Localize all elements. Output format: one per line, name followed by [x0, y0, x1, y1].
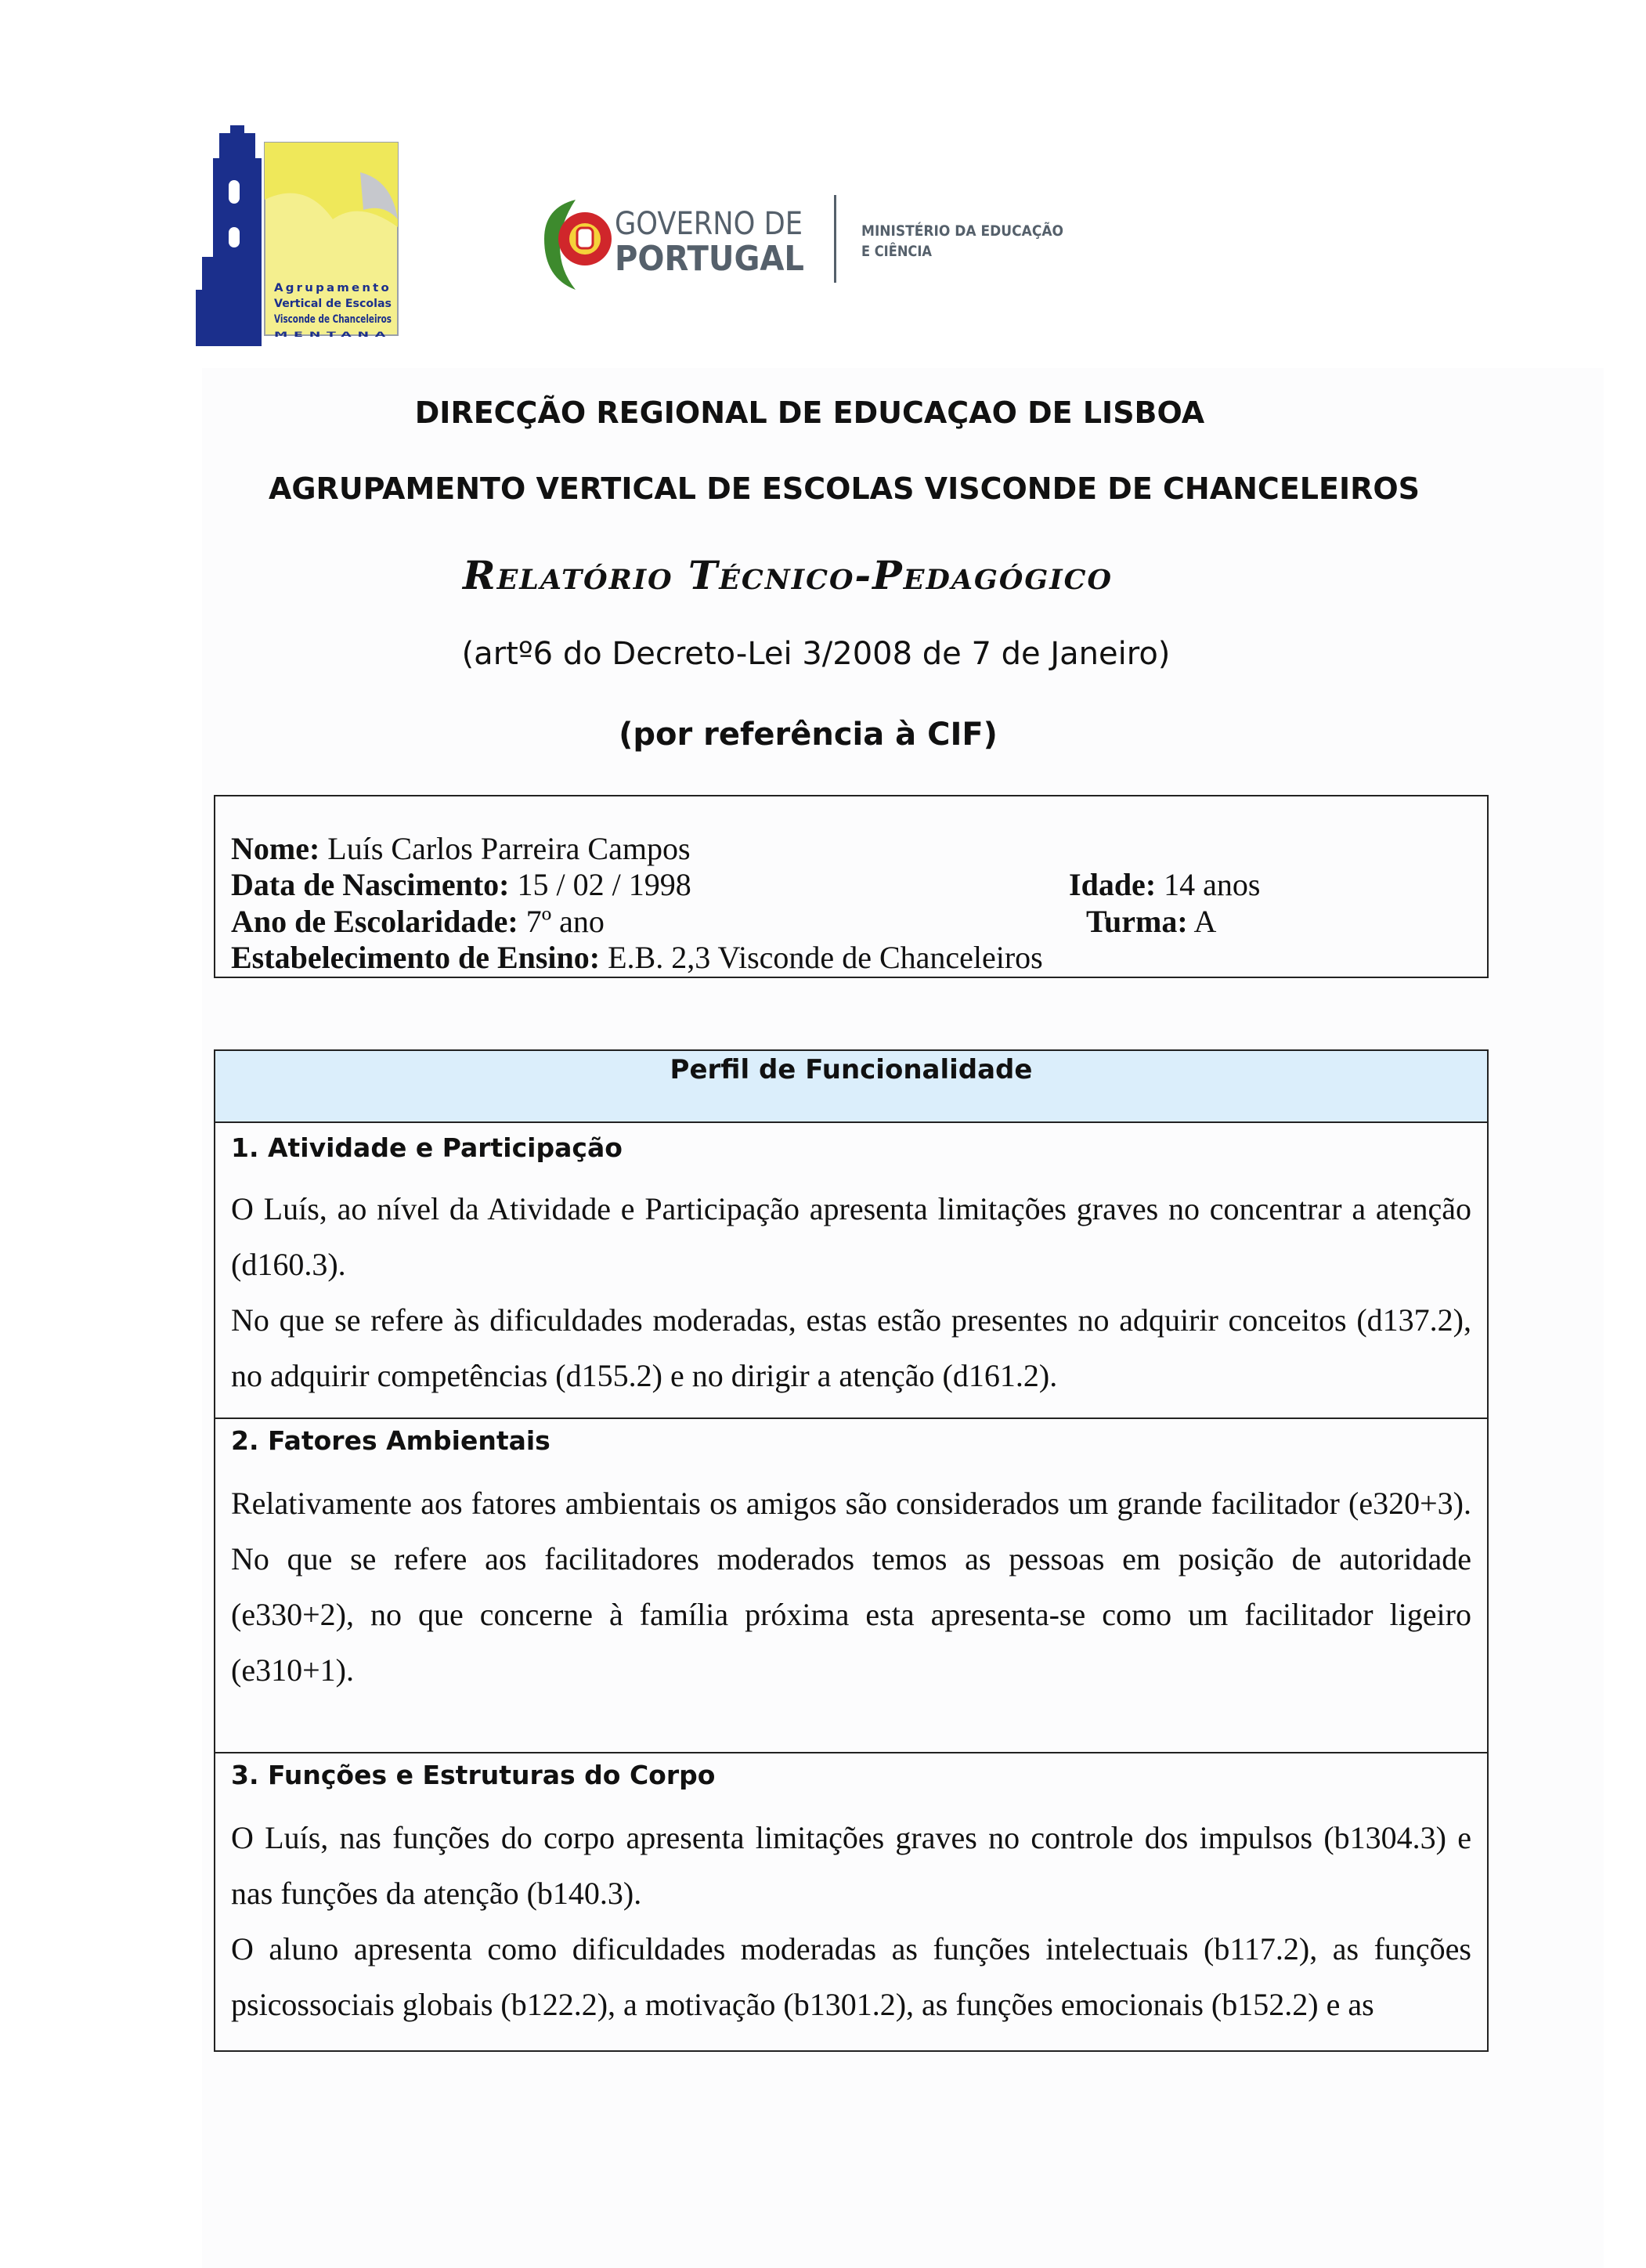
birth-date-value: 15 / 02 / 1998 — [517, 867, 691, 902]
student-info-box — [214, 795, 1489, 978]
gov-logo-line-2: PORTUGAL — [615, 239, 804, 279]
ministry-line-1: MINISTÉRIO DA EDUCAÇÃO — [861, 222, 1087, 240]
school-group-heading: AGRUPAMENTO VERTICAL DE ESCOLAS VISCONDE DE CHANCELEIROS — [268, 471, 1420, 506]
section-title: 2. Fatores Ambientais — [231, 1425, 550, 1456]
school-value: E.B. 2,3 Visconde de Chanceleiros — [608, 940, 1043, 975]
class-line — [1086, 904, 1216, 940]
school-line — [231, 940, 1043, 976]
section-paragraph: Relativamente aos fatores ambientais os amigos são considerados um grande facilitador (e320+3). No que se refere aos facilitadores moderados temos as pessoas em posição de autoridade (e330+2), no que concerne à família próxima esta apresenta-se como um facilitador ligeiro (e310+1). — [231, 1486, 1471, 1688]
class-label: Turma: — [1086, 904, 1188, 939]
section-paragraph: O Luís, ao nível da Atividade e Participação apresenta limitações graves no concentrar a atenção (d160.3). — [231, 1191, 1471, 1282]
school-logo-line-3: Visconde de Chanceleiros — [274, 313, 392, 326]
age-label: Idade: — [1069, 867, 1157, 902]
cif-reference: (por referência à CIF) — [619, 717, 998, 753]
government-logo — [536, 192, 1087, 294]
regional-directorate-heading: DIRECÇÃO REGIONAL DE EDUCAÇAO DE LISBOA — [414, 395, 1205, 430]
school-year-value: 7º ano — [525, 904, 605, 939]
birth-date-line — [231, 867, 691, 903]
section-environmental-factors — [215, 1419, 1487, 1753]
section-body — [231, 1810, 1471, 2032]
school-year-label: Ano de Escolaridade: — [231, 904, 518, 939]
age-value: 14 anos — [1164, 867, 1261, 902]
school-year-line — [231, 904, 605, 940]
student-name-line — [231, 831, 691, 867]
section-body-functions-structures — [215, 1753, 1487, 2050]
section-activity-participation — [215, 1123, 1487, 1419]
section-title: 1. Atividade e Participação — [231, 1132, 623, 1163]
school-logo-line-4: MENTANA — [274, 331, 392, 339]
class-value: A — [1193, 904, 1217, 939]
age-line — [1069, 867, 1260, 903]
school-logo-line-1: Agrupamento — [274, 282, 392, 294]
section-body — [231, 1475, 1471, 1698]
student-name-label: Nome: — [231, 831, 320, 866]
section-paragraph: O Luís, nas funções do corpo apresenta limitações graves no controle dos impulsos (b1304.3) e nas funções da atenção (b140.3). — [231, 1820, 1471, 1911]
ministry-line-2: E CIÊNCIA — [861, 243, 944, 260]
profile-table-header: Perfil de Funcionalidade — [215, 1051, 1487, 1123]
school-logo-line-2: Vertical de Escolas — [274, 298, 392, 310]
legal-reference: (artº6 do Decreto-Lei 3/2008 de 7 de Janeiro) — [461, 636, 1171, 672]
section-body — [231, 1181, 1471, 1403]
gov-logo-line-1: GOVERNO DE — [615, 206, 803, 242]
birth-date-label: Data de Nascimento: — [231, 867, 510, 902]
school-label: Estabelecimento de Ensino: — [231, 940, 601, 975]
section-title: 3. Funções e Estruturas do Corpo — [231, 1760, 716, 1790]
report-title: Relatório Técnico-Pedagógico — [463, 552, 1113, 598]
functionality-profile-table — [214, 1049, 1489, 2052]
school-logo — [196, 125, 403, 346]
section-paragraph: O aluno apresenta como dificuldades moderadas as funções intelectuais (b117.2), as funções psicossociais globais (b122.2), a motivação (b1301.2), as funções emocionais (b152.2) e as — [231, 1931, 1471, 2022]
portugal-flag-emblem-icon — [544, 200, 612, 290]
section-paragraph: No que se refere às dificuldades moderadas, estas estão presentes no adquirir conceitos (d137.2), no adquirir competências (d155.2) e no dirigir a atenção (d161.2). — [231, 1302, 1471, 1393]
student-name-value: Luís Carlos Parreira Campos — [327, 831, 691, 866]
gov-logo-divider — [834, 195, 836, 283]
